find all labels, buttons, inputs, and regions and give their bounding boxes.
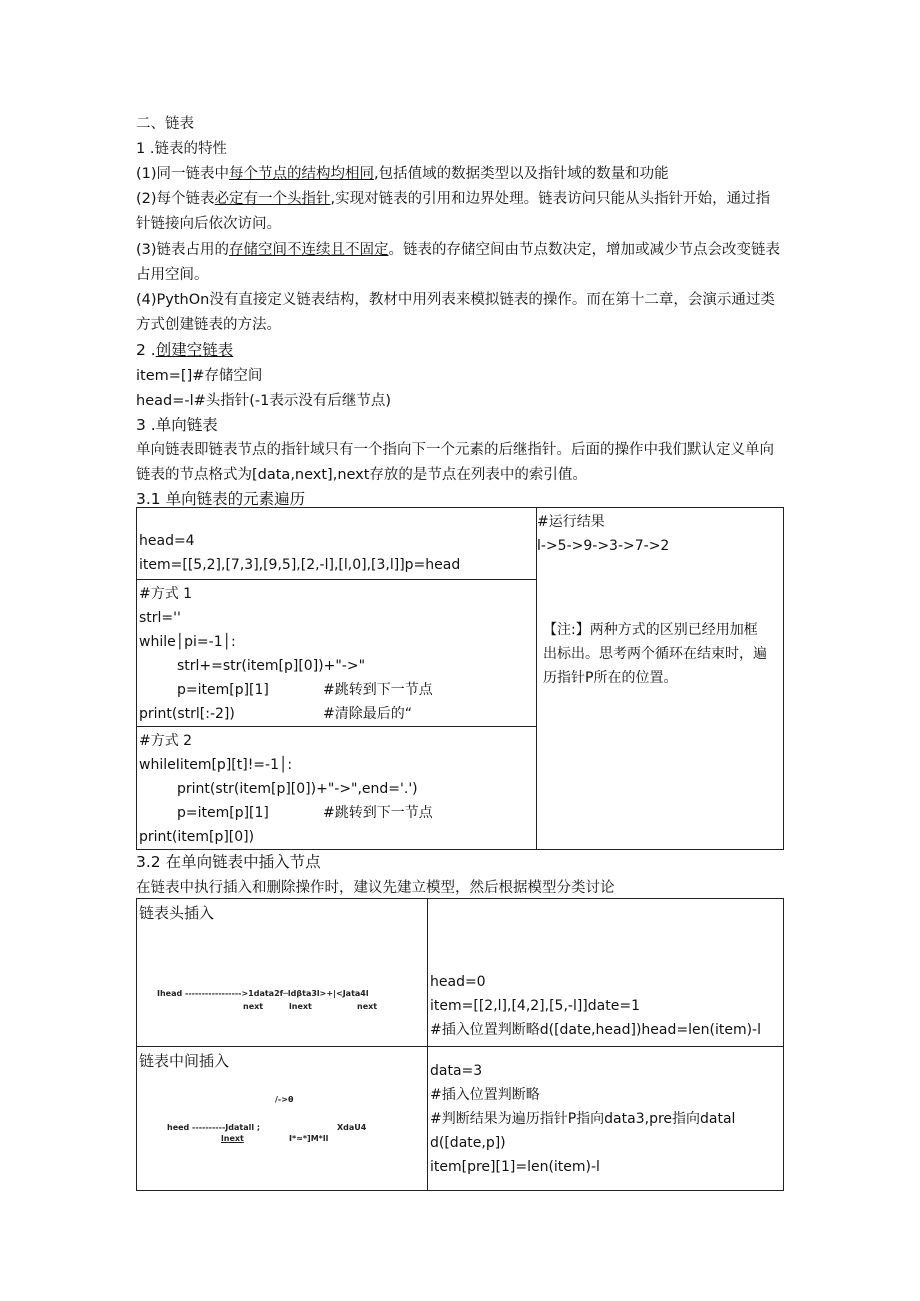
subsection-3-1-title: 3.1 单向链表的元素遍历 [136,490,306,508]
note-line: 历指针P所在的位置。 [543,670,678,686]
heading: 二、链表 [136,116,194,132]
middle-insert-cell [137,1047,428,1191]
code-line: p=item[p][1] #跳转到下一节点 [177,805,433,821]
linked-list-diagram-label: Ihead ----------------->1data2f─ldβta3l>+|<Jata4l [157,989,369,998]
paragraph-2: (2)每个链表必定有一个头指针,实现对链表的引用和边界处理。链表访问只能从头指针开始，通过指 [136,191,771,207]
traversal-table [136,507,784,850]
linked-list-diagram-label: I*≈*]M*ll [289,1134,329,1143]
code-line: #方式 2 [139,733,193,749]
code-item-init: item=[]#存储空间 [136,368,263,384]
paragraph-4-cont: 方式创建链表的方法。 [136,317,281,333]
init-cell [137,508,537,580]
row-title: 链表头插入 [139,904,215,922]
method-1-cell [137,580,537,727]
code-line: head=4 [139,533,195,549]
code-line: #插入位置判断略 [430,1087,540,1103]
next-label: lnext [289,1002,312,1011]
section-2-title: 2 .创建空链表 [136,341,234,359]
section-3-title: 3 .单向链表 [136,416,218,434]
row-title: 链表中间插入 [139,1052,230,1070]
section-1-title: 1 .链表的特性 [136,141,227,157]
insert-table [136,898,784,1191]
paragraph-3: (3)链表占用的存储空间不连续且不固定。链表的存储空间由节点数决定，增加或减少节点会改变链表 [136,242,781,258]
code-line: #方式 1 [139,586,193,602]
linked-list-diagram-label: heed ----------Jdatall ; [167,1123,261,1132]
code-line: whileIitem[p][t]!=-1│: [139,757,293,773]
code-line: data=3 [430,1063,483,1079]
code-line: p=item[p][1] #跳转到下一节点 [177,682,433,698]
code-line: print(str(item[p][0])+"->",end='.') [177,781,418,797]
code-line: item[pre][1]=len(item)-l [430,1159,600,1175]
code-line: #插入位置判断略d([date,head])head=len(item)-l [430,1022,761,1038]
code-line: item=[[5,2],[7,3],[9,5],[2,-l],[l,0],[3,l]]p=head [139,557,461,573]
result-value: l->5->9->3->7->2 [537,538,670,554]
code-line: #判断结果为遍历指针P指向data3,pre指向datal [430,1111,736,1127]
next-label: next [357,1002,378,1011]
subsection-3-2-title: 3.2 在单向链表中插入节点 [136,853,321,871]
result-title: #运行结果 [537,514,605,530]
section-3-para-1: 单向链表即链表节点的指针域只有一个指向下一个元素的后继指针。后面的操作中我们默认定义单向 [136,442,774,458]
code-line: head=0 [430,974,486,990]
subsection-3-2-intro: 在链表中执行插入和删除操作时，建议先建立模型，然后根据模型分类讨论 [136,880,615,896]
paragraph-4: (4)PythOn没有直接定义链表结构，教材中用列表来模拟链表的操作。而在第十二章，会演示通过类 [136,292,775,308]
section-3-para-2: 链表的节点格式为[data,next],next存放的是节点在列表中的索引值。 [136,467,587,483]
code-line: item=[[2,l],[4,2],[5,-l]]date=1 [430,998,640,1014]
note-line: 【注:】两种方式的区别已经用加框 [543,622,758,638]
code-head-init: head=-l#头指针(-1表示没有后继节点) [136,393,392,409]
code-line: print(strl[:-2]) #清除最后的“ [139,706,412,722]
next-label: next [243,1002,264,1011]
code-line: strl='' [139,610,181,626]
head-insert-cell [137,899,428,1047]
head-insert-code-cell [428,899,784,1047]
paragraph-1: (1)同一链表中每个节点的结构均相同,包括值域的数据类型以及指针域的数量和功能 [136,166,669,182]
method-2-cell [137,727,537,850]
code-line: while│pi=-1│: [139,634,236,650]
note-line: 出标出。思考两个循环在结束时，遍 [543,646,767,662]
code-line: d([date,p]) [430,1135,506,1151]
paragraph-3-cont: 占用空间。 [136,267,209,283]
middle-insert-code-cell [428,1047,784,1191]
result-note-cell [537,508,784,850]
paragraph-2-cont: 针链接向后依次访问。 [136,216,281,232]
code-line: strl+=str(item[p][0])+"->" [177,658,366,674]
next-label: lnext [221,1134,244,1143]
code-line: print(item[p][0]) [139,829,255,845]
linked-list-diagram-label: XdaU4 [337,1123,367,1132]
linked-list-diagram-label: /->θ [275,1095,294,1104]
